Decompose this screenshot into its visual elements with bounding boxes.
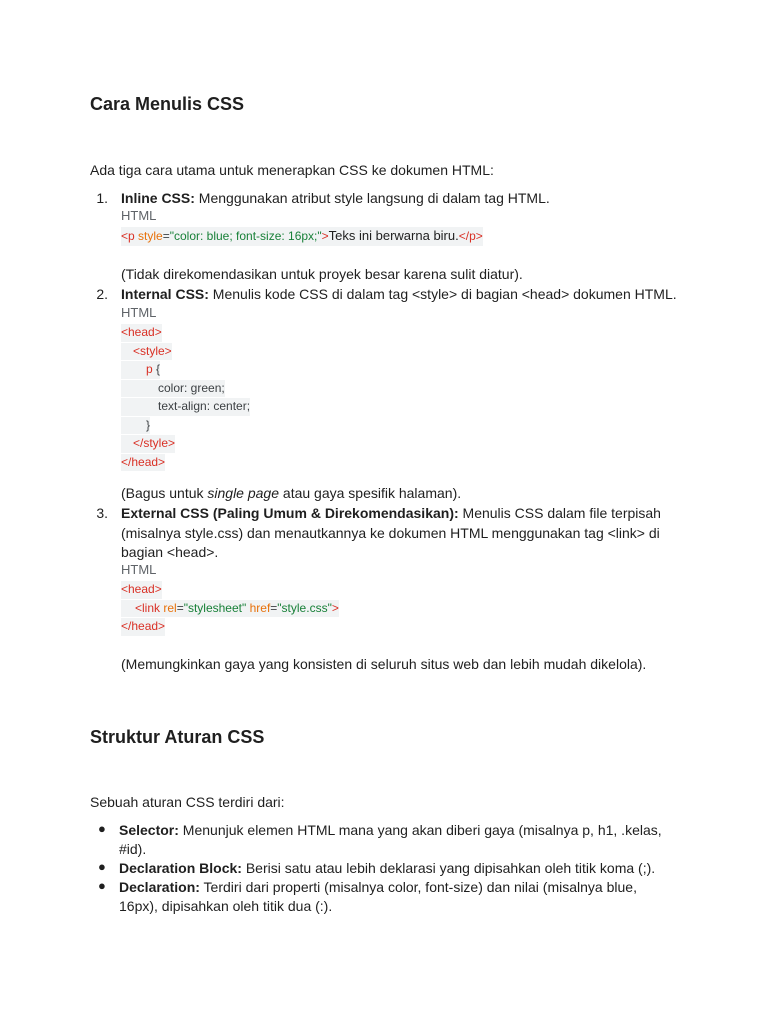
item-desc-line: bagian <head>. <box>121 544 219 560</box>
list-number: 1. <box>96 190 108 206</box>
code-line <box>121 343 172 361</box>
bullet-item-declaration <box>119 878 637 897</box>
code-token: </style> <box>133 436 176 450</box>
section-intro: Ada tiga cara utama untuk menerapkan CSS ke dokumen HTML: <box>90 162 494 178</box>
code-token: Teks ini berwarna biru. <box>328 228 459 243</box>
section-intro: Sebuah aturan CSS terdiri dari: <box>90 794 285 810</box>
item-note <box>121 484 461 503</box>
code-token: href <box>246 600 271 615</box>
code-token: } <box>146 417 151 432</box>
list-number: 2. <box>96 286 108 302</box>
code-line <box>121 618 165 636</box>
note-text: atau gaya spesifik halaman). <box>279 485 462 501</box>
code-token: "style.css" <box>277 600 332 615</box>
code-line <box>121 454 165 472</box>
note-emphasis: single page <box>207 485 280 501</box>
item-desc: Menggunakan atribut style langsung di dalam tag HTML. <box>194 190 550 206</box>
code-line <box>121 581 162 599</box>
item-note: (Tidak direkomendasikan untuk proyek besar karena sulit diatur). <box>121 266 523 282</box>
code-token: p <box>146 362 153 376</box>
code-line <box>121 380 225 398</box>
section-heading-cara-menulis-css: Cara Menulis CSS <box>90 94 245 114</box>
code-line <box>121 600 339 618</box>
section-heading-struktur-aturan-css: Struktur Aturan CSS <box>90 727 265 747</box>
code-token: text-align: center; <box>158 399 251 413</box>
item-title: Internal CSS: <box>121 286 209 302</box>
code-block-external <box>121 580 339 636</box>
code-token: </head> <box>121 619 166 633</box>
bullet-glyph: ● <box>98 821 106 836</box>
code-token: = <box>176 600 184 615</box>
code-line <box>121 361 160 379</box>
code-line <box>121 324 162 342</box>
list-number: 3. <box>96 505 108 521</box>
code-token: <head> <box>121 582 162 596</box>
code-block-inline <box>121 227 483 246</box>
bullet-desc: Menunjuk elemen HTML mana yang akan diberi gaya (misalnya p, h1, .kelas, <box>178 822 662 838</box>
bullet-title: Declaration: <box>119 879 200 895</box>
code-token: <link <box>135 600 161 615</box>
bullet-desc-line: 16px), dipisahkan oleh titik dua (:). <box>119 898 333 914</box>
code-token: = <box>162 229 170 243</box>
item-note: (Memungkinkan gaya yang konsisten di seluruh situs web dan lebih mudah dikelola). <box>121 656 647 672</box>
code-token: "stylesheet" <box>183 600 247 615</box>
code-token: "color: blue; font-size: 16px;" <box>169 229 322 243</box>
item-title: Inline CSS: <box>121 190 195 206</box>
code-token: color: green; <box>158 380 225 395</box>
code-token: > <box>321 229 329 243</box>
bullet-title: Selector: <box>119 822 179 838</box>
note-text: (Bagus untuk <box>121 485 208 501</box>
code-token: = <box>270 600 278 615</box>
bullet-desc-line: #id). <box>119 841 147 857</box>
list-item-internal-css <box>121 285 677 304</box>
code-token: <head> <box>121 325 162 339</box>
code-line <box>121 435 175 453</box>
bullet-desc: Berisi satu atau lebih deklarasi yang dipisahkan oleh titik koma (;). <box>241 860 656 876</box>
code-language-label: HTML <box>121 305 157 320</box>
bullet-desc: Terdiri dari properti (misalnya color, font-size) dan nilai (misalnya blue, <box>199 879 637 895</box>
list-item-external-css <box>121 504 661 523</box>
code-token: > <box>331 600 339 615</box>
code-token: </head> <box>121 454 166 469</box>
code-token: <style> <box>133 343 172 358</box>
item-title: External CSS (Paling Umum & Direkomendasikan): <box>121 505 459 521</box>
code-token: { <box>152 362 161 376</box>
code-token: rel <box>160 600 177 615</box>
code-line <box>121 417 150 435</box>
code-line <box>121 398 250 416</box>
code-token: <p <box>121 229 135 243</box>
bullet-title: Declaration Block: <box>119 860 242 876</box>
item-desc-line: (misalnya style.css) dan menautkannya ke dokumen HTML menggunakan tag <link> di <box>121 525 660 541</box>
list-item-inline-css <box>121 189 550 208</box>
code-token: </p> <box>458 229 483 243</box>
code-language-label: HTML <box>121 562 157 577</box>
item-desc: Menulis kode CSS di dalam tag <style> di bagian <head> dokumen HTML. <box>208 286 677 302</box>
code-token: style <box>134 229 163 243</box>
code-language-label: HTML <box>121 208 157 223</box>
item-desc: Menulis CSS dalam file terpisah <box>458 505 661 521</box>
code-block-internal <box>121 323 250 471</box>
bullet-item-declaration-block <box>119 859 655 878</box>
bullet-glyph: ● <box>98 878 106 893</box>
bullet-glyph: ● <box>98 859 106 874</box>
bullet-item-selector <box>119 821 662 840</box>
